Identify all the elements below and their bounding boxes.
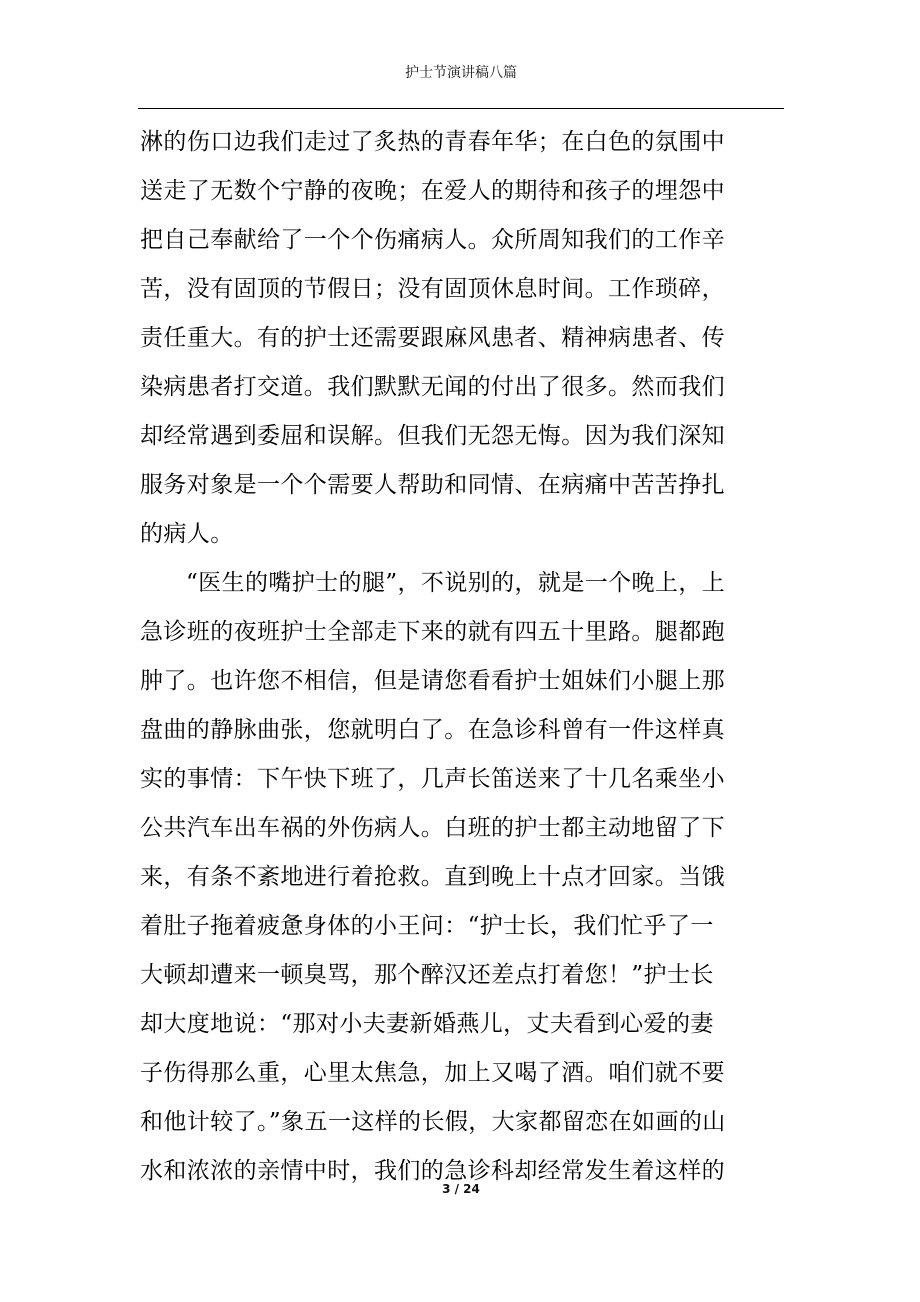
body-text <box>140 118 786 1196</box>
text-line: 着肚子拖着疲惫身体的小王问：“护士长，我们忙乎了一 <box>140 913 714 939</box>
text-line: 和他计较了。”象五一这样的长假，大家都留恋在如画的山 <box>140 1109 726 1135</box>
text-line: 送走了无数个宁静的夜晚；在爱人的期待和孩子的埋怨中 <box>140 178 725 204</box>
header-divider <box>138 108 784 109</box>
text-line: 却大度地说：“那对小夫妻新婚燕儿，丈夫看到心爱的妻 <box>140 1011 714 1037</box>
text-line: 苦，没有固顶的节假日；没有固顶休息时间。工作琐碎， <box>140 276 725 302</box>
text-line: 公共汽车出车祸的外伤病人。白班的护士都主动地留了下 <box>140 815 725 841</box>
text-line: 来，有条不紊地进行着抢救。直到晚上十点才回家。当饿 <box>140 864 725 890</box>
text-line: 盘曲的静脉曲张，您就明白了。在急诊科曾有一件这样真 <box>140 717 725 743</box>
text-line: 把自己奉献给了一个个伤痛病人。众所周知我们的工作辛 <box>140 227 725 253</box>
text-line: 肿了。也许您不相信，但是请您看看护士姐妹们小腿上那 <box>140 668 725 694</box>
text-line: 服务对象是一个个需要人帮助和同情、在病痛中苦苦挣扎 <box>140 472 725 498</box>
text-line: 却经常遇到委屈和误解。但我们无怨无悔。因为我们深知 <box>140 423 725 449</box>
text-line: 责任重大。有的护士还需要跟麻风患者、精神病患者、传 <box>140 325 725 351</box>
paragraph-start-line: “医生的嘴护士的腿”，不说别的，就是一个晚上，上 <box>186 570 726 596</box>
text-line: 大顿却遭来一顿臭骂，那个醉汉还差点打着您！”护士长 <box>140 962 714 988</box>
text-line: 淋的伤口边我们走过了炙热的青春年华；在白色的氛围中 <box>140 129 725 155</box>
text-line: 染病患者打交道。我们默默无闻的付出了很多。然而我们 <box>140 374 725 400</box>
text-line: 急诊班的夜班护士全部走下来的就有四五十里路。腿都跑 <box>140 619 725 645</box>
text-line: 的病人。 <box>140 521 234 547</box>
text-line: 子伤得那么重，心里太焦急，加上又喝了酒。咱们就不要 <box>140 1060 725 1086</box>
text-line: 水和浓浓的亲情中时，我们的急诊科却经常发生着这样的 <box>140 1158 725 1184</box>
running-header: 护士节演讲稿八篇 <box>405 65 517 81</box>
page-number: 3 / 24 <box>442 1182 480 1196</box>
text-line: 实的事情：下午快下班了，几声长笛送来了十几名乘坐小 <box>140 766 725 792</box>
